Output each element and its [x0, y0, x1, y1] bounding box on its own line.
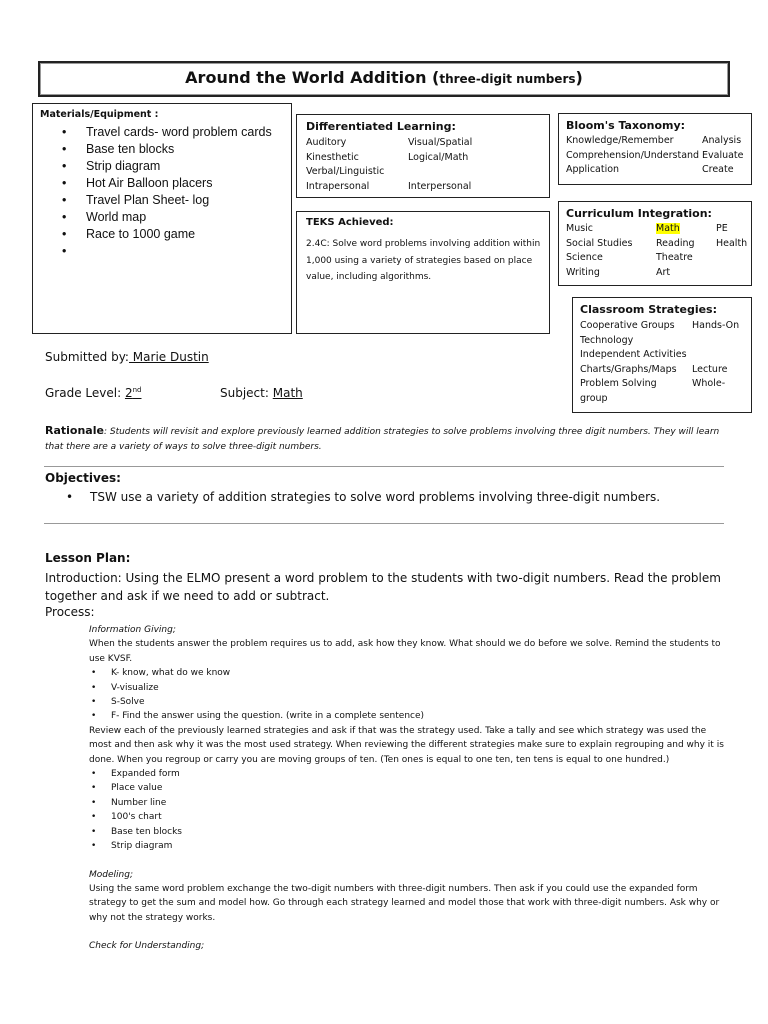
lesson-plan-heading: Lesson Plan: [45, 551, 131, 565]
list-item: • Base ten blocks [58, 141, 272, 158]
grid-cell: Social Studies [566, 237, 633, 249]
blooms-heading: Bloom's Taxonomy: [566, 119, 686, 132]
subject [220, 386, 319, 400]
list-item: • V-visualize [89, 681, 729, 695]
grid-cell: Technology [580, 334, 634, 346]
list-item: • World map [58, 209, 272, 226]
grid-cell: Independent Activities [580, 349, 687, 360]
rationale-text: : Students will revisit and explore previously learned addition strategies to solve problems involving three digit numbers. They will learn that there are a variety of ways to solve three-digit numbers. [45, 427, 720, 452]
grid-cell [408, 165, 546, 180]
rationale [45, 423, 725, 455]
list-item: • K- know, what do we know [89, 666, 729, 680]
title-subtitle: three-digit numbers [439, 72, 576, 86]
divider [44, 523, 724, 524]
submitted-label: Submitted by: [45, 350, 129, 364]
subject-label: Subject: [220, 386, 269, 400]
list-item: • S-Solve [89, 695, 729, 709]
subject-value: Math [272, 386, 303, 400]
grid-cell: PE [716, 223, 728, 234]
grid-cell: Science [566, 252, 603, 263]
blooms-grid [566, 134, 750, 178]
grid-cell: Verbal/Linguistic [306, 166, 385, 177]
grid-cell [692, 348, 748, 363]
grid-cell: Theatre [656, 252, 693, 263]
grid-cell: Reading [656, 237, 695, 249]
submitted-value: Marie Dustin [128, 350, 209, 364]
list-item: • Number line [89, 796, 729, 810]
kvsf-list [89, 666, 729, 724]
objectives-heading: Objectives: [45, 471, 121, 485]
info-giving-heading: Information Giving; [89, 625, 176, 635]
lesson-process-body [89, 623, 729, 954]
list-item: • Strip diagram [89, 839, 729, 853]
materials-list [58, 124, 272, 260]
teks-heading: TEKS Achieved: [306, 217, 394, 228]
differentiated-heading: Differentiated Learning: [306, 120, 456, 133]
list-item: • Hot Air Balloon placers [58, 175, 272, 192]
objective-item: • TSW use a variety of addition strategies to solve word problems involving three-digit numbers. [66, 490, 661, 504]
document-title: Around the World Addition (three-digit numbers) [185, 68, 583, 87]
list-item: • Strip diagram [58, 158, 272, 175]
grid-cell [716, 251, 752, 266]
grid-cell [716, 266, 752, 281]
grid-cell: Writing [566, 266, 600, 278]
grid-cell: Application [566, 164, 620, 175]
modeling-text: Using the same word problem exchange the two-digit numbers with three-digit numbers. Then ask if you could use the expanded form strategy to get the sum and model how. Go through each strategy learned and model those that work with three-digit numbers. Ask why or why not the strategy works. [89, 883, 720, 923]
grid-cell: Intrapersonal [306, 180, 370, 192]
list-item: • Base ten blocks [89, 825, 729, 839]
grid-cell: group [580, 392, 608, 404]
grid-cell: Interpersonal [408, 180, 472, 192]
classroom-strategies-heading: Classroom Strategies: [580, 303, 717, 316]
list-item: • Expanded form [89, 767, 729, 781]
grid-cell [692, 334, 748, 349]
grid-cell: Art [656, 266, 671, 278]
rationale-label: Rationale [45, 424, 104, 437]
grid-cell [692, 392, 748, 407]
grid-cell: Evaluate [702, 149, 744, 161]
check-understanding-heading: Check for Understanding; [89, 941, 205, 952]
grid-cell: Comprehension/Understand [566, 149, 700, 161]
grid-cell: Knowledge/Remember [566, 135, 674, 146]
review-text: Review each of the previously learned strategies and ask if that was the strategy used. Take a tally and see which strategy was used the most and then ask why it was the most used strategy. When reviewing the different strategies make sure to explain regrouping and why it is done. When you regroup or carry you are moving groups of ten. (Ten ones is equal to one ten, ten tens is equal to one hundred.) [89, 725, 724, 765]
differentiated-grid [306, 136, 546, 194]
highlighted-subject: Math [656, 223, 680, 234]
grid-cell: Hands-On [692, 320, 740, 331]
grid-cell: Auditory [306, 137, 347, 148]
grid-cell: Health [716, 237, 748, 249]
list-item: • Travel cards- word problem cards [58, 124, 272, 141]
grid-cell: Cooperative Groups [580, 320, 675, 331]
grid-cell: Charts/Graphs/Maps [580, 363, 677, 375]
divider [44, 466, 724, 467]
grade-label: Grade Level: [45, 386, 122, 400]
grid-cell: Problem Solving [580, 378, 657, 389]
list-item: • Travel Plan Sheet- log [58, 192, 272, 209]
grade-value: 2nd [124, 386, 142, 400]
classroom-strategies-grid [580, 319, 748, 406]
list-item: • 100's chart [89, 810, 729, 824]
lesson-process-label: Process: [45, 605, 95, 619]
list-item: • F- Find the answer using the question. (write in a complete sentence) [89, 709, 729, 723]
grid-cell: Music [566, 223, 594, 234]
list-item [58, 243, 272, 260]
teks-text: 2.4C: Solve word problems involving addition within 1,000 using a variety of strategies based on place value, including algorithms. [306, 239, 541, 282]
list-item: • Place value [89, 781, 729, 795]
materials-heading: Materials/Equipment : [40, 109, 159, 120]
strategies-list [89, 767, 729, 853]
grid-cell: Visual/Spatial [408, 137, 473, 148]
curriculum-heading: Curriculum Integration: [566, 207, 712, 220]
curriculum-grid [566, 222, 750, 280]
info-giving-text: When the students answer the problem requires us to add, ask how they know. What should we do before we solve. Remind the students to use KVSF. [89, 639, 721, 664]
grade-level [45, 386, 159, 400]
list-item: • Race to 1000 game [58, 226, 272, 243]
lesson-introduction: Introduction: Using the ELMO present a word problem to the students with two-digit numbers. Read the problem together and ask if we need to add or subtract. [45, 571, 721, 603]
grid-cell: Logical/Math [408, 151, 469, 163]
modeling-heading: Modeling; [89, 869, 133, 880]
submitted-by [45, 350, 209, 364]
grid-cell: Kinesthetic [306, 151, 359, 163]
grid-cell: Create [702, 164, 734, 175]
grid-cell: Analysis [702, 135, 742, 146]
grid-cell: Lecture [692, 363, 728, 375]
grid-cell: Whole- [692, 378, 726, 389]
grid-cell [656, 222, 716, 237]
